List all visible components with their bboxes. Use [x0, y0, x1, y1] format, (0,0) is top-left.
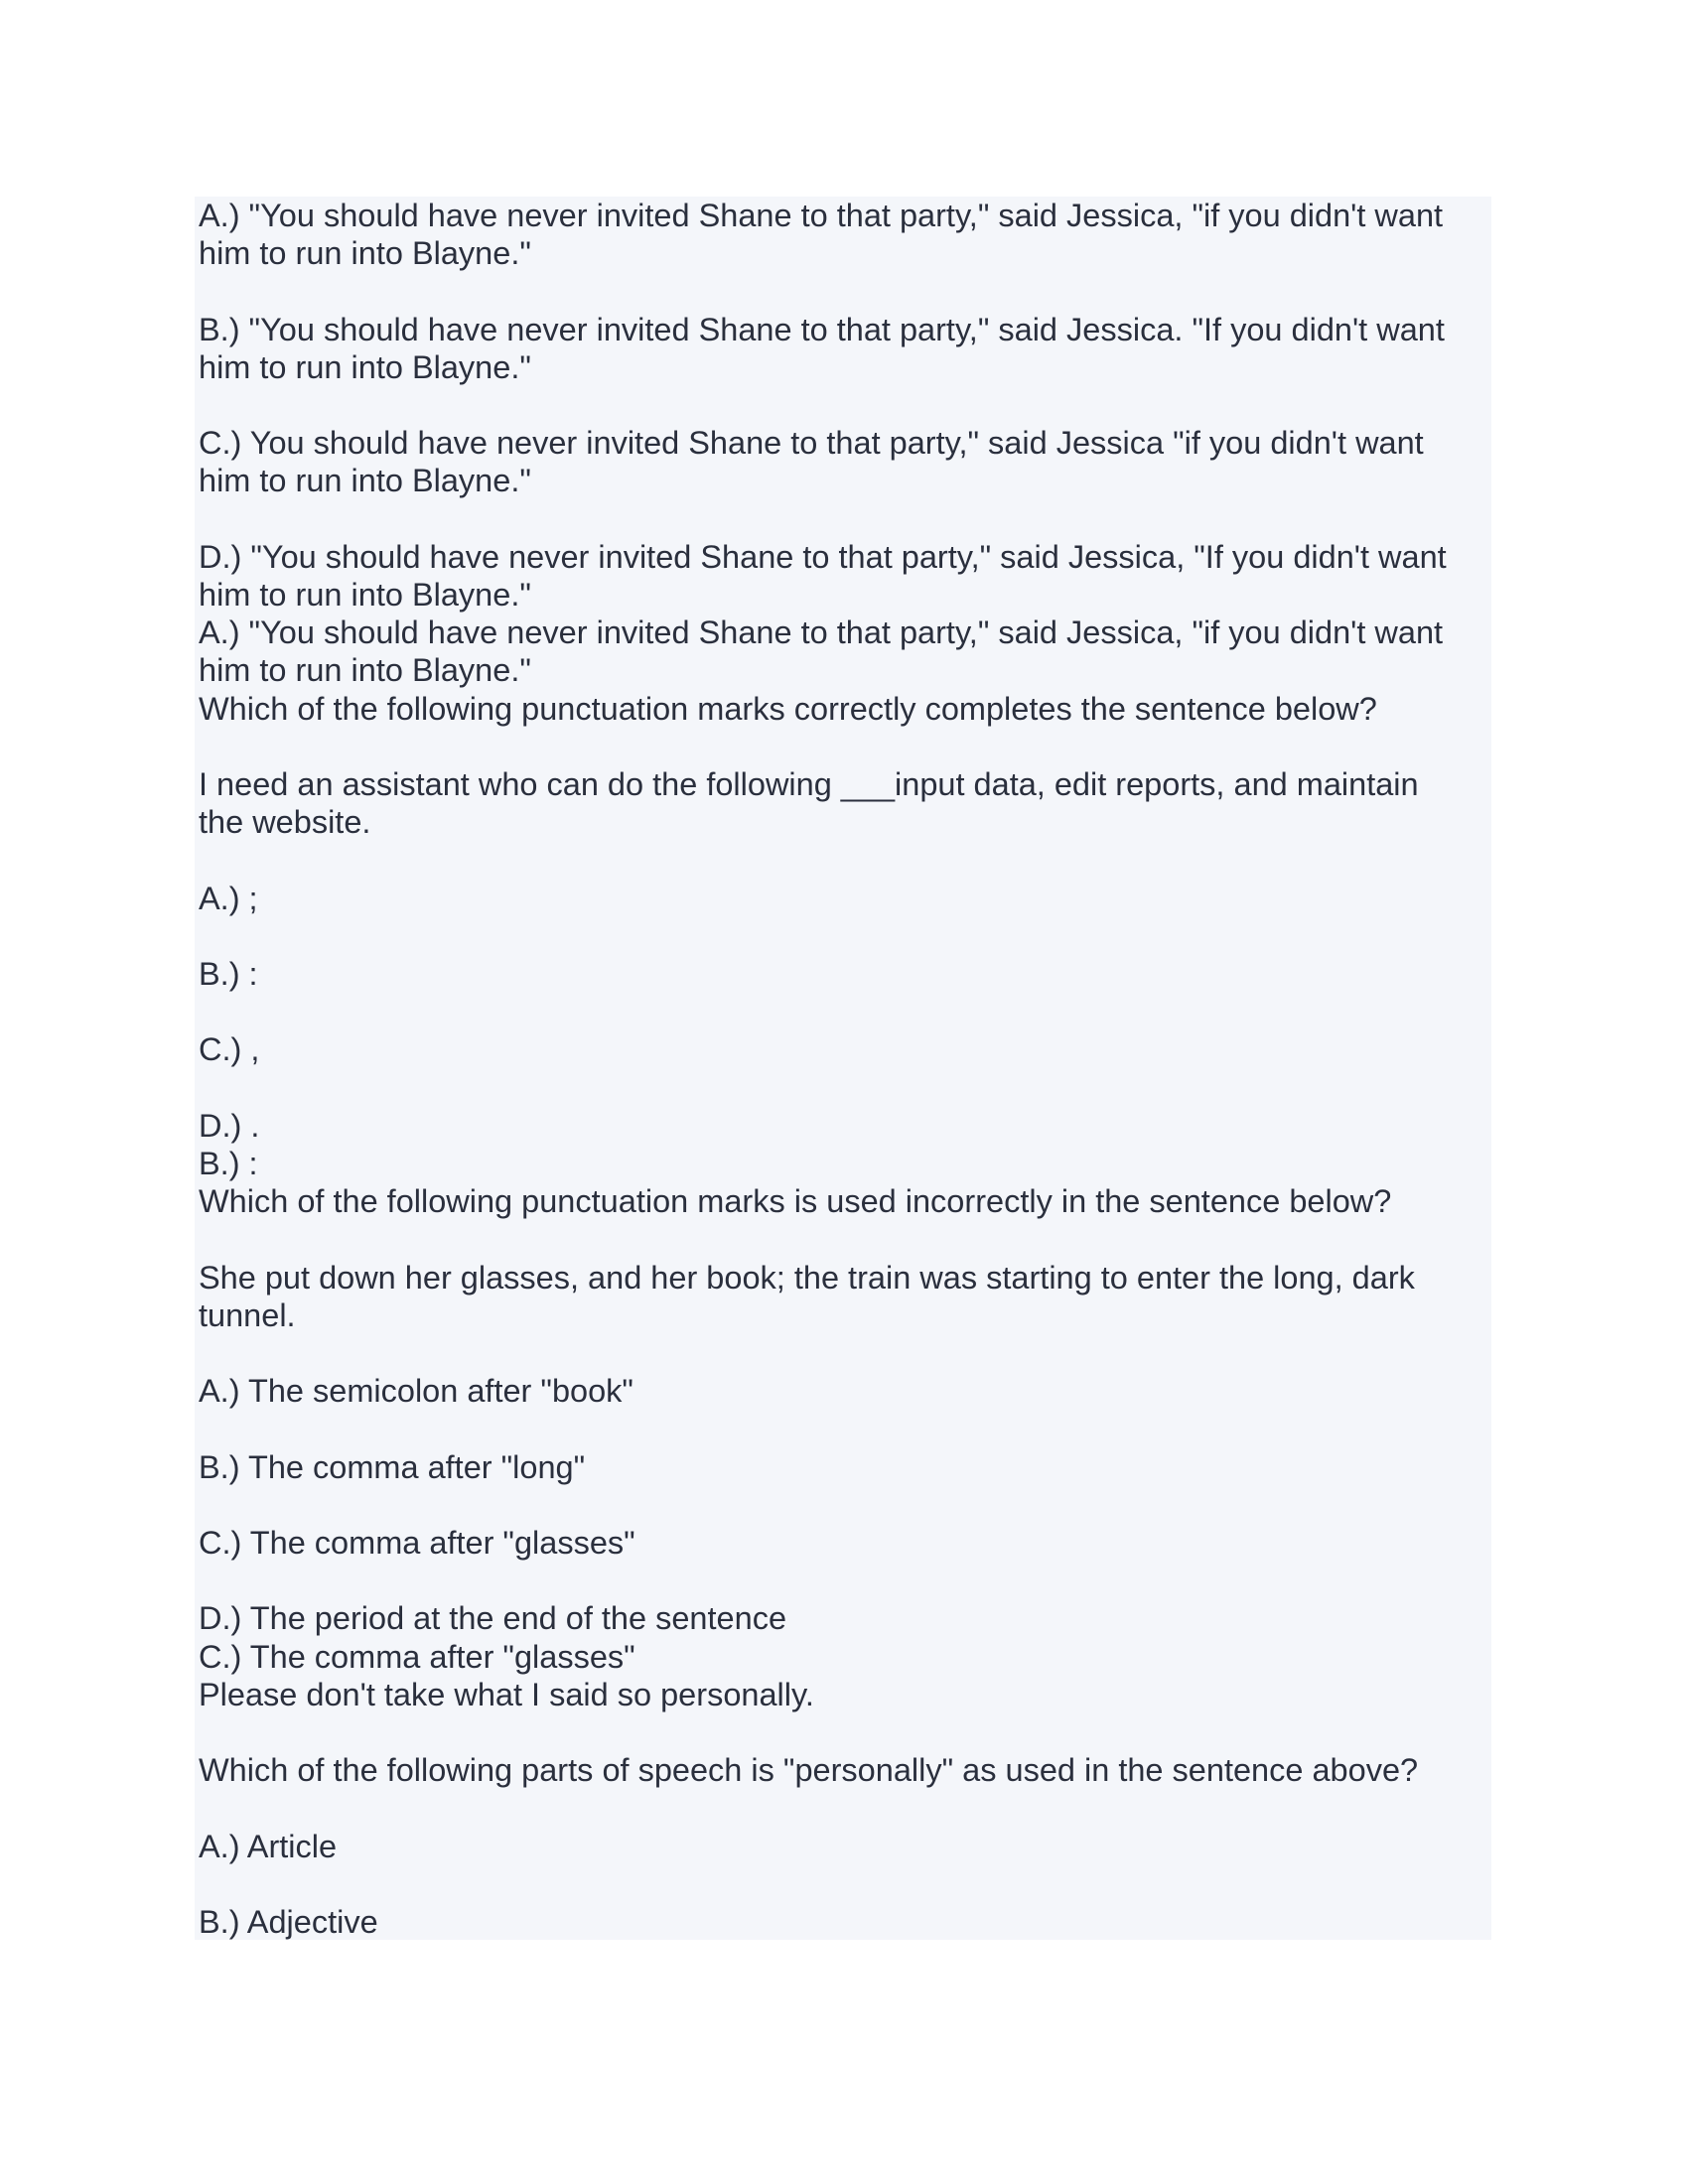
blank-line: [199, 1486, 1489, 1524]
text-line: B.) The comma after "long": [199, 1448, 586, 1485]
blank-line: [199, 993, 1489, 1030]
text-line: Which of the following punctuation marks correctly completes the sentence below?: [199, 690, 1377, 727]
blank-line: [199, 272, 1489, 310]
blank-line: [199, 386, 1489, 424]
text-line: D.) The period at the end of the sentence: [199, 1600, 787, 1637]
blank-line: [199, 1713, 1489, 1751]
blank-line: [199, 1069, 1489, 1107]
text-line: A.) ;: [199, 880, 258, 916]
text-line: A.) "You should have never invited Shane to that party," said Jessica, "if you didn't want: [199, 614, 1444, 651]
text-line: D.) .: [199, 1107, 260, 1144]
document-text: [199, 197, 1489, 1941]
text-line: tunnel.: [199, 1297, 296, 1333]
text-line: A.) The semicolon after "book": [199, 1373, 633, 1410]
text-line: him to run into Blayne.": [199, 348, 531, 385]
text-line: C.) The comma after "glasses": [199, 1638, 635, 1675]
blank-line: [199, 728, 1489, 765]
blank-line: [199, 1410, 1489, 1447]
text-line: him to run into Blayne.": [199, 463, 531, 499]
blank-line: [199, 1334, 1489, 1372]
text-line: C.) The comma after "glasses": [199, 1524, 635, 1561]
text-line: B.) "You should have never invited Shane to that party," said Jessica. "If you didn't want: [199, 311, 1445, 347]
text-line: D.) "You should have never invited Shane to that party," said Jessica, "If you didn't want: [199, 538, 1447, 575]
blank-line: [199, 917, 1489, 955]
text-line: She put down her glasses, and her book; the train was starting to enter the long, dark: [199, 1259, 1415, 1296]
blank-line: [199, 1562, 1489, 1599]
text-line: B.) Adjective: [199, 1903, 378, 1940]
text-line: him to run into Blayne.": [199, 576, 531, 613]
text-line: I need an assistant who can do the following ___input data, edit reports, and maintain: [199, 765, 1419, 802]
text-line: B.) :: [199, 955, 258, 992]
blank-line: [199, 1865, 1489, 1903]
text-line: the website.: [199, 804, 371, 841]
text-line: him to run into Blayne.": [199, 652, 531, 689]
blank-line: [199, 500, 1489, 538]
text-line: Which of the following parts of speech is "personally" as used in the sentence above?: [199, 1752, 1419, 1789]
text-line: him to run into Blayne.": [199, 235, 531, 272]
blank-line: [199, 1220, 1489, 1258]
text-line: C.) ,: [199, 1031, 260, 1068]
blank-line: [199, 841, 1489, 879]
text-line: Please don't take what I said so personally.: [199, 1676, 814, 1712]
blank-line: [199, 1789, 1489, 1827]
text-line: B.) :: [199, 1145, 258, 1181]
text-line: Which of the following punctuation marks is used incorrectly in the sentence below?: [199, 1183, 1392, 1220]
text-line: A.) "You should have never invited Shane to that party," said Jessica, "if you didn't want: [199, 198, 1444, 233]
text-line: A.) Article: [199, 1828, 338, 1864]
text-line: C.) You should have never invited Shane to that party," said Jessica "if you didn't want: [199, 425, 1424, 462]
